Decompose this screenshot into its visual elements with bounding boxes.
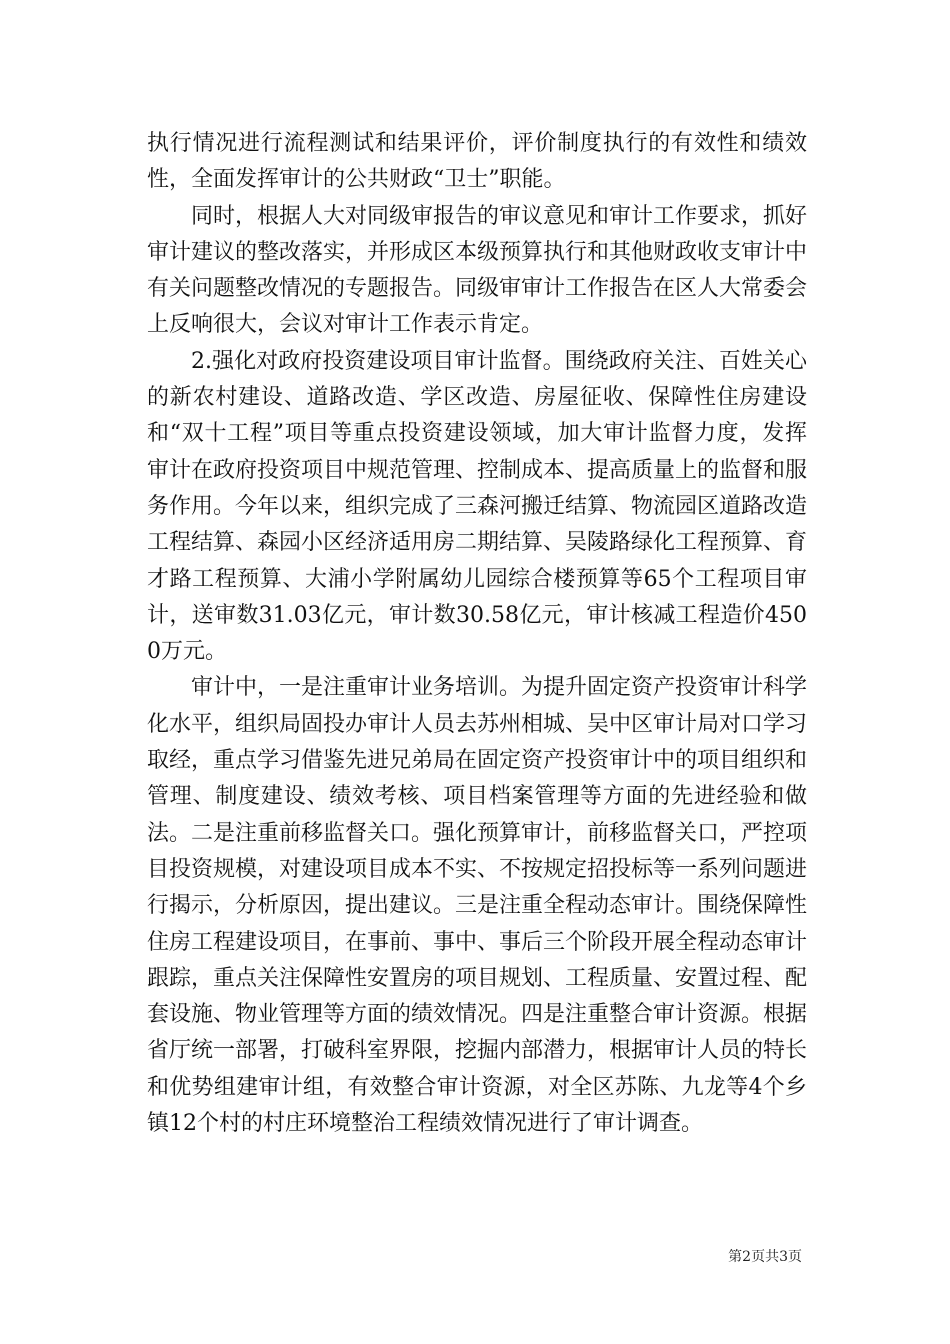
paragraph-1: 执行情况进行流程测试和结果评价，评价制度执行的有效性和绩效性，全面发挥审计的公共财政“卫士”职能。 [147, 131, 807, 193]
paragraph-3: 2.强化对政府投资建设项目审计监督。围绕政府关注、百姓关心的新农村建设、道路改造、学区改造、房屋征收、保障性住房建设和“双十工程”项目等重点投资建设领域，加大审计监督力度，发挥审计在政府投资项目中规范管理、控制成本、提高质量上的监督和服务作用。今年以来，组织完成了三森河搬迁结算、物流园区道路改造工程结算、森园小区经济适用房二期结算、吴陵路绿化工程预算、育才路工程预算、大浦小学附属幼儿园综合楼预算等65个工程项目审计，送审数31.03亿元，审计数30.58亿元，审计核减工程造价4500万元。 [147, 348, 808, 665]
document-body [147, 126, 807, 1142]
page-number-footer: 第2页共3页 [728, 1249, 802, 1265]
paragraph-4: 审计中，一是注重审计业务培训。为提升固定资产投资审计科学化水平，组织局固投办审计人员去苏州相城、吴中区审计局对口学习取经，重点学习借鉴先进兄弟局在固定资产投资审计中的项目组织和管理、制度建设、绩效考核、项目档案管理等方面的先进经验和做法。二是注重前移监督关口。强化预算审计，前移监督关口，严控项目投资规模，对建设项目成本不实、不按规定招投标等一系列问题进行揭示，分析原因，提出建议。三是注重全程动态审计。围绕保障性住房工程建设项目，在事前、事中、事后三个阶段开展全程动态审计跟踪，重点关注保障性安置房的项目规划、工程质量、安置过程、配套设施、物业管理等方面的绩效情况。四是注重整合审计资源。根据省厅统一部署，打破科室界限，挖掘内部潜力，根据审计人员的特长和优势组建审计组，有效整合审计资源，对全区苏陈、九龙等4个乡镇12个村的村庄环境整治工程绩效情况进行了审计调查。 [147, 675, 808, 1137]
paragraph-2: 同时，根据人大对同级审报告的审议意见和审计工作要求，抓好审计建议的整改落实，并形成区本级预算执行和其他财政收支审计中有关问题整改情况的专题报告。同级审审计工作报告在区人大常委会上反响很大，会议对审计工作表示肯定。 [147, 203, 808, 338]
